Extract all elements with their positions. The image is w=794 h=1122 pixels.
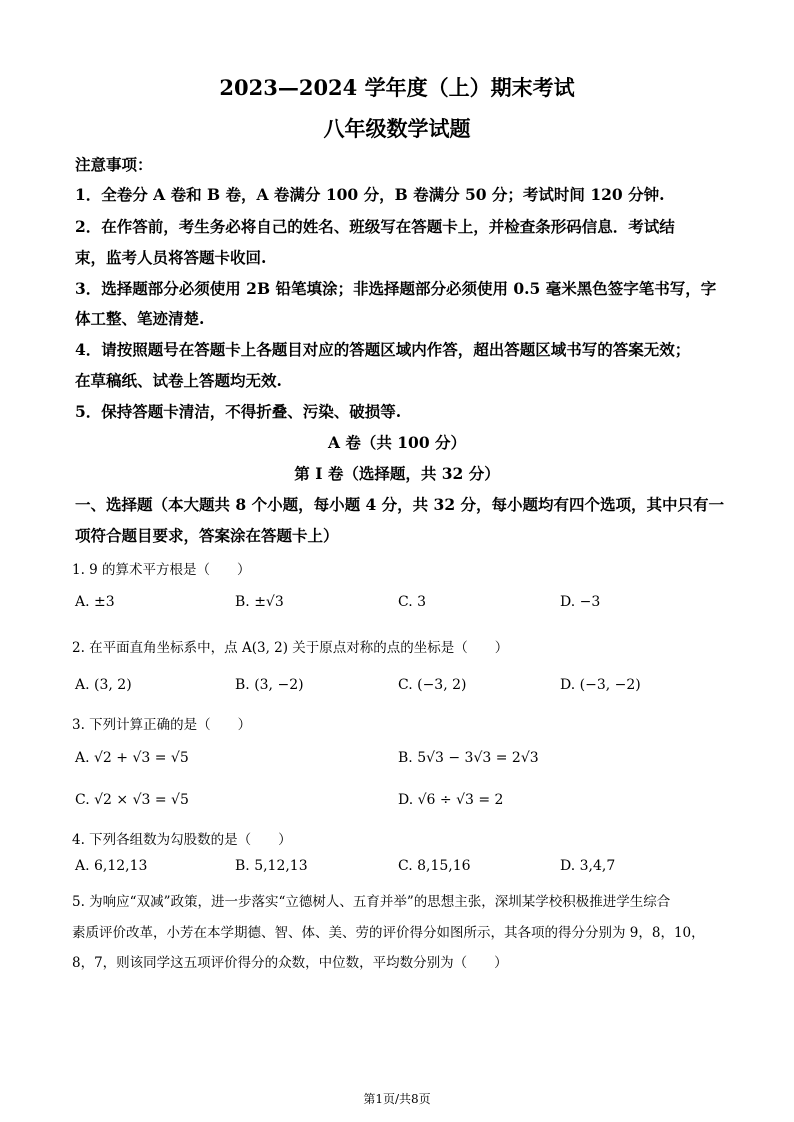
q4-option-c: C. 8,15,16 (398, 858, 471, 874)
question-5-line: 8，7，则该同学这五项评价得分的众数，中位数，平均数分别为（ ） (72, 955, 508, 971)
notice-line: 1．全卷分 A 卷和 B 卷，A 卷满分 100 分，B 卷满分 50 分；考试时间 120 分钟. (75, 185, 665, 204)
notice-heading: 注意事项： (75, 155, 153, 174)
part1-heading: 第 I 卷（选择题，共 32 分） (294, 464, 500, 483)
question-1-stem: 1. 9 的算术平方根是（ ） (72, 562, 251, 578)
q4-option-d: D. 3,4,7 (560, 858, 616, 874)
q3-option-c: C. √2 × √3 = √5 (75, 792, 189, 808)
volume-a-heading: A 卷（共 100 分） (327, 433, 467, 452)
section-instructions: 一、选择题（本大题共 8 个小题，每小题 4 分，共 32 分，每小题均有四个选项，其中只有一 (75, 495, 725, 514)
q2-option-d: D. (−3, −2) (560, 677, 641, 693)
notice-line: 2．在作答前，考生务必将自己的姓名、班级写在答题卡上，并检查条形码信息．考试结 (75, 217, 675, 236)
q4-option-b: B. 5,12,13 (235, 858, 308, 874)
notice-line: 束，监考人员将答题卡收回. (75, 248, 267, 267)
q3-option-b: B. 5√3 − 3√3 = 2√3 (398, 750, 539, 766)
page-number: 第1页/共8页 (363, 1092, 431, 1106)
q1-option-b: B. ±√3 (235, 594, 284, 610)
exam-subtitle: 八年级数学试题 (323, 116, 471, 141)
question-3-stem: 3. 下列计算正确的是（ ） (72, 717, 252, 733)
notice-line: 体工整、笔迹清楚. (75, 309, 205, 328)
question-5-line: 素质评价改革，小芳在本学期德、智、体、美、劳的评价得分如图所示，其各项的得分分别为 9，8，10， (72, 925, 705, 941)
section-instructions: 项符合题目要求，答案涂在答题卡上） (75, 526, 339, 545)
question-5-line: 5. 为响应“双减”政策，进一步落实“立德树人、五育并举”的思想主张，深圳某学校积极推进学生综合 (72, 894, 671, 910)
q4-option-a: A. 6,12,13 (75, 858, 148, 874)
q1-option-a: A. ±3 (75, 594, 115, 610)
q2-option-c: C. (−3, 2) (398, 677, 467, 693)
notice-line: 4．请按照题号在答题卡上各题目对应的答题区域内作答，超出答题区域书写的答案无效； (75, 340, 691, 359)
q3-option-d: D. √6 ÷ √3 = 2 (398, 792, 504, 808)
notice-line: 在草稿纸、试卷上答题均无效. (75, 371, 282, 390)
q1-option-d: D. −3 (560, 594, 601, 610)
question-4-stem: 4. 下列各组数为勾股数的是（ ） (72, 832, 292, 848)
q3-option-a: A. √2 + √3 = √5 (75, 750, 189, 766)
notice-line: 3．选择题部分必须使用 2B 铅笔填涂；非选择题部分必须使用 0.5 毫米黑色签字笔书写，字 (75, 279, 717, 298)
q2-option-a: A. (3, 2) (75, 677, 132, 693)
q1-option-c: C. 3 (398, 594, 427, 610)
exam-title: 2023—2024 学年度（上）期末考试 (219, 75, 575, 100)
q2-option-b: B. (3, −2) (235, 677, 304, 693)
notice-line: 5．保持答题卡清洁，不得折叠、污染、破损等. (75, 402, 402, 421)
question-2-stem: 2. 在平面直角坐标系中，点 A(3, 2) 关于原点对称的点的坐标是（ ） (72, 640, 509, 656)
